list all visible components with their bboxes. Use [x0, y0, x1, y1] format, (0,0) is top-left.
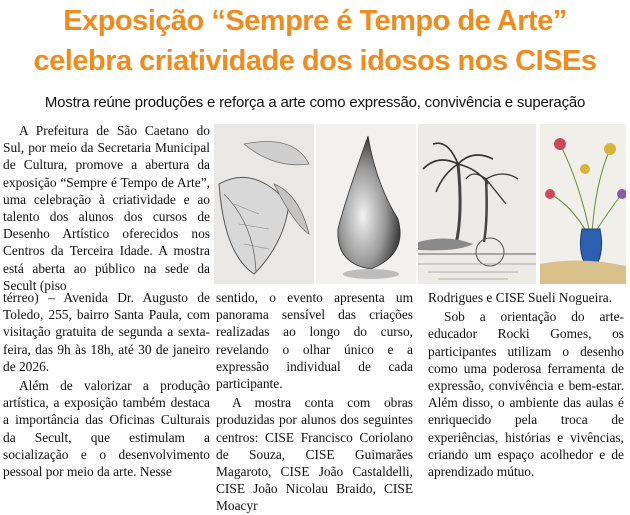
subtitle: Mostra reúne produções e reforça a arte como expressão, convivência e superação: [44, 94, 586, 111]
flower-vase-drawing-image: [540, 124, 626, 284]
column-1-paragraph-1-bottom: térreo) – Avenida Dr. Augusto de Toledo, 255, bairro Santa Paula, com visitação gratuita de segunda a sexta-feira, das 9h às 18h, até 30 de janeiro de 2026.: [3, 290, 210, 374]
column-2-paragraph-2: A mostra conta com obras produzidas por alunos dos seguintes centros: CISE Francisco Coriolano de Souza, CISE Guimarães Magaroto, CISE João Castaldelli, CISE João Nicolau Braido, CISE Moacyr: [216, 395, 413, 514]
column-2-paragraph-1: sentido, o evento apresenta um panorama sensível das criações realizadas ao longo do curso, revelando o olhar único e a expressão individual de cada participante.: [216, 290, 413, 392]
column-1-paragraph-2: Além de valorizar a produção artística, a exposição também destaca a importância das Oficinas Culturais da Secult, que estimulam a socialização e o desenvolvimento pessoal por meio da arte. Nesse: [3, 378, 210, 480]
palm-trees-drawing-image: [418, 124, 536, 284]
headline-line-2: celebra criatividade dos idosos nos CISEs: [33, 45, 597, 77]
column-3-paragraph-1: Rodrigues e CISE Sueli Nogueira.: [428, 290, 613, 305]
artwork-photo-strip: [214, 124, 626, 284]
column-1-bottom: [3, 289, 210, 480]
leaf-drawing-image: [214, 124, 314, 284]
column-1-paragraph-1-top: A Prefeitura de São Caetano do Sul, por meio da Secretaria Municipal de Cultura, promove a abertura da exposição “Sempre é Tempo de Arte”, uma celebração à criatividade e ao talento dos alunos dos cursos de Desenho Artístico oferecidos nos Centros da Terceira Idade. A mostra está aberta ao público na sede da Secult (piso: [3, 123, 210, 293]
column-3: [428, 289, 624, 480]
column-1-top: [3, 122, 210, 294]
drop-drawing-image: [316, 124, 416, 284]
headline-line-1: Exposição “Sempre é Tempo de Arte”: [63, 5, 567, 37]
column-2: [216, 289, 413, 515]
column-3-paragraph-2: Sob a orientação do arte-educador Rocki Gomes, os participantes utilizam o desenho como uma poderosa ferramenta de expressão, convivência e bem-estar. Além disso, o ambiente das aulas é enriquecido pela troca de experiências, histórias e vivências, criando um espaço acolhedor e de aprendizado mútuo.: [428, 309, 624, 480]
